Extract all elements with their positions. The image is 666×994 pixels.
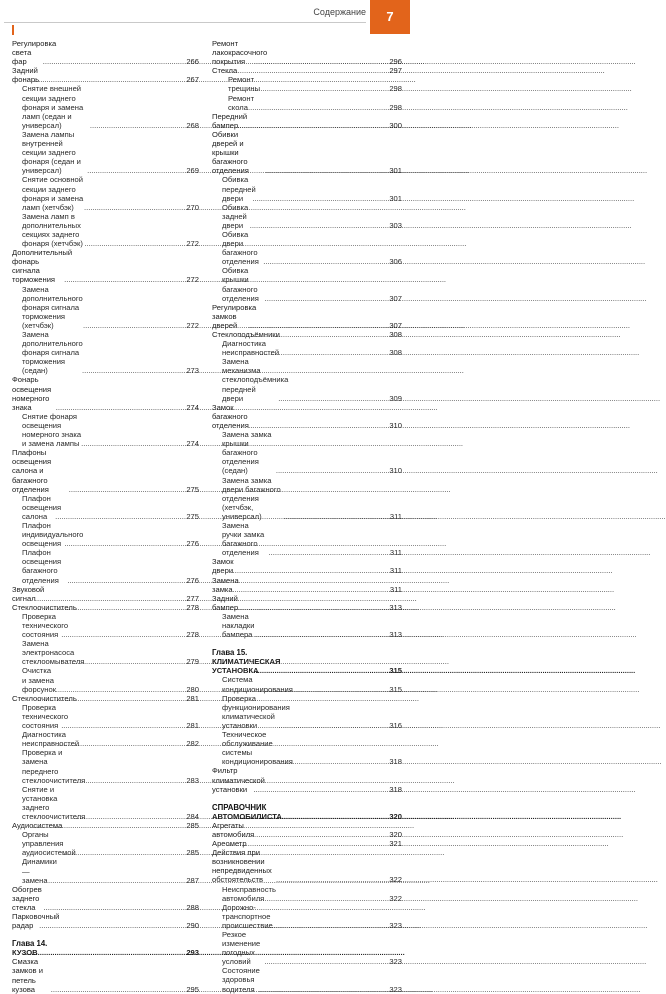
toc-entry-title: Очистка и замена форсунок bbox=[22, 666, 57, 694]
toc-dot-leader bbox=[83, 321, 185, 330]
toc-page-number: 272 bbox=[186, 275, 199, 285]
toc-page-number: 279 bbox=[186, 657, 199, 667]
toc-entry-title: Замок багажного отделения bbox=[212, 402, 249, 430]
toc-page-number: 285 bbox=[186, 821, 199, 831]
toc-entry[interactable] bbox=[212, 903, 402, 930]
toc-entry-title: Замена дополнительного фонаря сигнала торможения (седан) bbox=[22, 330, 83, 376]
toc-entry[interactable] bbox=[12, 66, 199, 84]
toc-page-number: 310 bbox=[389, 466, 402, 476]
toc-page-number: 277 bbox=[186, 593, 199, 603]
toc-dot-leader bbox=[278, 394, 388, 403]
toc-entry[interactable] bbox=[212, 675, 402, 693]
toc-entry[interactable] bbox=[12, 885, 199, 912]
toc-entry-title: Замена электронасоса стеклоомывателя bbox=[22, 639, 85, 667]
toc-page-number: 321 bbox=[389, 839, 402, 849]
toc-entry[interactable] bbox=[212, 612, 402, 639]
toc-entry[interactable] bbox=[212, 521, 402, 557]
toc-dot-leader bbox=[32, 821, 185, 830]
toc-entry-title: Система кондиционирования bbox=[222, 675, 293, 694]
toc-dot-leader bbox=[278, 721, 388, 730]
toc-entry-title: Замена накладки бампера bbox=[222, 611, 255, 640]
toc-entry[interactable] bbox=[12, 448, 199, 493]
toc-dot-leader bbox=[252, 194, 388, 203]
toc-entry-title: Задний фонарь bbox=[12, 66, 40, 85]
toc-page-number: 311 bbox=[389, 566, 402, 576]
toc-entry-title: Проверка технического состояния bbox=[22, 702, 69, 731]
toc-entry-title: Парковочный радар bbox=[12, 912, 60, 931]
toc-entry-title: Неисправность автомобиля bbox=[222, 884, 276, 903]
toc-entry-title: Стеклоподъёмники bbox=[212, 330, 280, 339]
toc-entry-title: Смазка замков и петель кузова bbox=[12, 957, 43, 994]
toc-entry-title: Стекла bbox=[212, 66, 238, 76]
toc-entry[interactable] bbox=[212, 66, 402, 75]
toc-page-number: 296 bbox=[389, 57, 402, 67]
toc-entry[interactable] bbox=[212, 175, 402, 202]
toc-entry-title: Фонарь освещения номерного знака bbox=[12, 375, 52, 412]
toc-page-number: 273 bbox=[186, 366, 199, 376]
toc-dot-leader bbox=[265, 166, 388, 175]
toc-entry[interactable] bbox=[212, 339, 402, 357]
toc-entry-title: Динамики — замена bbox=[22, 857, 57, 885]
page-header bbox=[0, 0, 410, 22]
toc-entry[interactable] bbox=[212, 594, 402, 612]
toc-entry[interactable] bbox=[212, 885, 402, 903]
toc-entry[interactable] bbox=[212, 130, 402, 175]
toc-dot-leader bbox=[67, 657, 185, 666]
toc-entry[interactable] bbox=[12, 957, 199, 993]
toc-entry[interactable] bbox=[212, 330, 402, 339]
toc-entry-title: Обивка крышки багажного отделения bbox=[222, 266, 259, 303]
toc-page-number: 313 bbox=[389, 602, 402, 612]
toc-dot-leader bbox=[61, 721, 185, 730]
toc-page-number: 285 bbox=[186, 848, 199, 858]
toc-page-number: 272 bbox=[186, 239, 199, 249]
toc-page-number: 311 bbox=[389, 511, 402, 521]
toc-dot-leader bbox=[69, 485, 186, 494]
toc-page-number: 266 bbox=[186, 57, 199, 67]
toc-dot-leader bbox=[276, 875, 388, 884]
toc-page-number: 293 bbox=[186, 948, 199, 958]
toc-entry-title: Ремонт лакокрасочного покрытия bbox=[212, 39, 268, 67]
toc-page-number: 320 bbox=[389, 829, 402, 839]
toc-entry[interactable] bbox=[12, 521, 199, 548]
toc-dot-leader bbox=[239, 812, 388, 821]
toc-dot-leader bbox=[234, 603, 388, 612]
page-number-tab: 7 bbox=[370, 0, 410, 34]
toc-entry[interactable] bbox=[212, 112, 402, 130]
toc-entry-title: Замена ламп в дополнительных секциях заднего фонаря (хетчбэк) bbox=[22, 211, 83, 249]
toc-entry-title: Снятие и установка заднего стеклоочистителя bbox=[22, 784, 86, 821]
toc-page-number: 318 bbox=[389, 757, 402, 767]
toc-entry-title: Плафон индивидуального освещения bbox=[22, 520, 84, 549]
toc-page-number: 270 bbox=[186, 202, 199, 212]
toc-dot-leader bbox=[265, 921, 388, 930]
toc-entry[interactable] bbox=[12, 130, 199, 175]
toc-dot-leader bbox=[56, 403, 186, 412]
toc-entry-title: АВТОМОБИЛИСТА bbox=[212, 811, 282, 821]
toc-entry[interactable] bbox=[12, 412, 199, 448]
toc-page-number: 309 bbox=[389, 393, 402, 403]
toc-page-number: 300 bbox=[389, 120, 402, 130]
toc-entry[interactable] bbox=[212, 430, 402, 475]
toc-dot-leader bbox=[264, 957, 388, 966]
toc-entry-title: Техническое обслуживание системы кондиционирования bbox=[222, 730, 293, 767]
toc-page-number: 313 bbox=[389, 630, 402, 640]
toc-page-number: 322 bbox=[389, 893, 402, 903]
toc-entry-title: Обивка передней двери bbox=[222, 175, 256, 203]
toc-dot-leader bbox=[82, 366, 185, 375]
toc-entry[interactable] bbox=[212, 203, 402, 230]
toc-page-number: 290 bbox=[186, 921, 199, 931]
toc-entry-title: Плафон освещения салона bbox=[22, 493, 62, 521]
toc-entry[interactable] bbox=[12, 39, 199, 66]
toc-page-number: 320 bbox=[389, 811, 402, 821]
toc-page-number: 298 bbox=[389, 102, 402, 112]
toc-dot-leader bbox=[248, 421, 388, 430]
toc-entry-title: Плафон освещения багажного отделения bbox=[22, 548, 62, 585]
toc-entry[interactable] bbox=[212, 357, 402, 402]
toc-entry-title: Проверка и замена переднего стеклоочистителя bbox=[22, 748, 86, 785]
toc-dot-leader bbox=[284, 512, 389, 521]
toc-page-number: 278 bbox=[186, 630, 199, 640]
toc-page-number: 301 bbox=[389, 193, 402, 203]
toc-entry-title: Ареометр bbox=[212, 839, 247, 849]
toc-entry-title: Ремонт скола bbox=[228, 93, 255, 112]
toc-dot-leader bbox=[223, 66, 388, 75]
toc-page-number: 301 bbox=[389, 166, 402, 176]
toc-entry[interactable] bbox=[212, 966, 402, 993]
toc-entry[interactable] bbox=[12, 248, 199, 284]
toc-entry[interactable] bbox=[12, 694, 199, 703]
toc-entry-title: Состояние здоровья водителя bbox=[222, 966, 260, 994]
toc-dot-leader bbox=[250, 84, 388, 93]
toc-entry[interactable] bbox=[12, 857, 199, 884]
toc-page-number: 298 bbox=[389, 84, 402, 94]
toc-page-number: 288 bbox=[186, 902, 199, 912]
toc-dot-leader bbox=[23, 948, 185, 957]
toc-dot-leader bbox=[67, 576, 185, 585]
toc-chapter-entry[interactable] bbox=[212, 657, 402, 675]
toc-entry-title: Диагностика неисправностей bbox=[222, 339, 280, 358]
toc-dot-leader bbox=[73, 776, 186, 785]
toc-dot-leader bbox=[239, 330, 389, 339]
toc-entry-title: Аудиосистема bbox=[12, 821, 63, 831]
toc-dot-leader bbox=[81, 439, 185, 448]
toc-entry[interactable] bbox=[212, 730, 402, 766]
toc-dot-leader bbox=[257, 348, 388, 357]
toc-entry-title: Органы управления аудиосистемой bbox=[22, 830, 76, 858]
toc-page-number: 295 bbox=[186, 984, 199, 994]
toc-dot-leader bbox=[258, 985, 388, 994]
toc-page-number: 306 bbox=[389, 257, 402, 267]
toc-page-number: 274 bbox=[186, 402, 199, 412]
toc-dot-leader bbox=[254, 785, 389, 794]
toc-dot-leader bbox=[250, 221, 389, 230]
toc-dot-leader bbox=[248, 321, 388, 330]
toc-page-number: 284 bbox=[186, 811, 199, 821]
toc-entry[interactable] bbox=[212, 94, 402, 112]
section-label: Содержание bbox=[313, 7, 366, 17]
toc-entry-title: Замок двери bbox=[212, 557, 234, 576]
toc-page-number: 283 bbox=[186, 775, 199, 785]
toc-page-number: 316 bbox=[389, 720, 402, 730]
toc-entry-title: Обивка задней двери bbox=[222, 202, 249, 230]
toc-entry-title: Снятие фонаря освещения номерного знака и замена лампы bbox=[22, 411, 82, 449]
toc-entry-title: Замена механизма стеклоподъёмника передней двери bbox=[222, 357, 289, 403]
toc-dot-leader bbox=[37, 603, 185, 612]
toc-entry-title: Замена ручки замка багажного отделения bbox=[222, 520, 265, 558]
toc-entry-title: Проверка функционирования климатической установки bbox=[222, 693, 290, 730]
toc-entry[interactable] bbox=[12, 175, 199, 211]
toc-page-number: 303 bbox=[389, 220, 402, 230]
toc-entry[interactable] bbox=[12, 666, 199, 693]
toc-dot-leader bbox=[43, 57, 186, 66]
toc-entry-title: Замена замка двери багажного отделения (хетчбэк, универсал) bbox=[222, 475, 281, 521]
toc-page-number: 323 bbox=[389, 984, 402, 994]
chapter-heading: Глава 15. bbox=[212, 648, 248, 658]
toc-chapter-entry[interactable] bbox=[12, 948, 199, 957]
section-spacer bbox=[212, 794, 402, 803]
toc-page-number: 281 bbox=[186, 721, 199, 731]
toc-page-number: 275 bbox=[186, 511, 199, 521]
toc-page-number: 308 bbox=[389, 348, 402, 358]
toc-page-number: 311 bbox=[389, 548, 402, 558]
toc-dot-leader bbox=[258, 685, 389, 694]
toc-entry[interactable] bbox=[212, 694, 402, 730]
header-accent-mark bbox=[12, 25, 14, 35]
toc-entry[interactable] bbox=[12, 639, 199, 666]
toc-page-number: 280 bbox=[186, 684, 199, 694]
toc-dot-leader bbox=[71, 812, 185, 821]
toc-dot-leader bbox=[246, 103, 388, 112]
toc-entry-title: Проверка технического состояния bbox=[22, 611, 69, 640]
toc-entry-title: Задний бампер bbox=[212, 593, 239, 612]
toc-entry-title: Обивки дверей и крышки багажного отделения bbox=[212, 129, 249, 176]
toc-dot-leader bbox=[55, 512, 185, 521]
toc-entry[interactable] bbox=[212, 403, 402, 430]
toc-entry-title: КУЗОВ bbox=[12, 948, 38, 958]
toc-dot-leader bbox=[84, 203, 185, 212]
toc-entry-title: Передний бампер bbox=[212, 111, 248, 130]
toc-entry[interactable] bbox=[12, 330, 199, 375]
toc-page-number: 278 bbox=[186, 602, 199, 612]
toc-entry-title: Звуковой сигнал bbox=[12, 584, 45, 603]
toc-page-number: 323 bbox=[389, 920, 402, 930]
toc-dot-leader bbox=[90, 121, 185, 130]
toc-dot-leader bbox=[227, 839, 389, 848]
toc-page-number: 281 bbox=[186, 693, 199, 703]
toc-dot-leader bbox=[35, 594, 185, 603]
toc-entry-title: Замена лампы внутренней секции заднего фонаря (седан и универсал) bbox=[22, 129, 81, 176]
toc-entry[interactable] bbox=[212, 839, 402, 848]
toc-dot-leader bbox=[231, 566, 389, 575]
toc-entry[interactable] bbox=[212, 39, 402, 66]
toc-dot-leader bbox=[61, 630, 185, 639]
toc-dot-leader bbox=[63, 848, 186, 857]
toc-page-number: 315 bbox=[389, 666, 402, 676]
toc-dot-leader bbox=[44, 903, 186, 912]
toc-page-number: 276 bbox=[186, 539, 199, 549]
toc-entry[interactable] bbox=[12, 830, 199, 857]
toc-entry[interactable] bbox=[12, 703, 199, 730]
toc-entry-title: Резкое изменение погодных условий bbox=[222, 930, 261, 967]
toc-page-number: 310 bbox=[389, 420, 402, 430]
toc-page-number: 308 bbox=[389, 330, 402, 339]
toc-right-column bbox=[212, 39, 402, 994]
toc-entry[interactable] bbox=[12, 375, 199, 411]
toc-entry-title: Дорожно-транспортное происшествие bbox=[222, 902, 273, 930]
toc-page-number: 307 bbox=[389, 320, 402, 330]
toc-page-number: 297 bbox=[389, 66, 402, 76]
toc-entry-title: Снятие основной секции заднего фонаря и замена ламп (хетчбэк) bbox=[22, 175, 84, 212]
toc-dot-leader bbox=[56, 685, 186, 694]
toc-entry[interactable] bbox=[12, 84, 199, 129]
toc-entry[interactable] bbox=[212, 576, 402, 594]
toc-page-number: 267 bbox=[186, 75, 199, 85]
toc-entry-title: Регулировка света фар bbox=[12, 39, 57, 67]
toc-dot-leader bbox=[237, 121, 388, 130]
toc-dot-leader bbox=[269, 548, 389, 557]
toc-dot-leader bbox=[265, 294, 389, 303]
toc-page-number: 287 bbox=[186, 875, 199, 885]
toc-dot-leader bbox=[64, 539, 185, 548]
toc-entry[interactable] bbox=[212, 821, 402, 839]
toc-dot-leader bbox=[51, 985, 186, 994]
toc-entry[interactable] bbox=[12, 548, 199, 584]
toc-entry[interactable] bbox=[12, 912, 199, 930]
toc-entry[interactable] bbox=[212, 930, 402, 966]
toc-dot-leader bbox=[34, 75, 185, 84]
chapter-heading: Глава 14. bbox=[12, 939, 48, 949]
toc-entry-title: Действия при возникновении непредвиденных обстоятельств bbox=[212, 848, 272, 885]
toc-dot-leader bbox=[37, 694, 185, 703]
toc-dot-leader bbox=[84, 239, 185, 248]
toc-page-number: 274 bbox=[186, 439, 199, 449]
header-rule bbox=[4, 22, 366, 23]
chapter-heading: СПРАВОЧНИК bbox=[212, 802, 267, 812]
toc-dot-leader bbox=[232, 585, 389, 594]
toc-entry-title: КЛИМАТИЧЕСКАЯ УСТАНОВКА bbox=[212, 657, 281, 676]
toc-entry[interactable] bbox=[12, 212, 199, 248]
toc-entry-title: Обогрев заднего стекла bbox=[12, 884, 42, 912]
toc-entry-title: Стеклоочиститель bbox=[12, 693, 77, 703]
toc-entry-title: Регулировка замков дверей bbox=[212, 302, 257, 330]
toc-dot-leader bbox=[57, 739, 186, 748]
toc-left-column bbox=[12, 39, 199, 994]
toc-page-number: 311 bbox=[389, 584, 402, 594]
toc-entry[interactable] bbox=[212, 75, 402, 93]
toc-entry-title: Фильтр климатической установки bbox=[212, 766, 265, 794]
toc-dot-leader bbox=[280, 757, 389, 766]
toc-chapter-entry[interactable] bbox=[212, 812, 402, 821]
toc-entry[interactable] bbox=[12, 748, 199, 784]
toc-entry[interactable] bbox=[212, 476, 402, 521]
toc-page-number: 268 bbox=[186, 120, 199, 130]
toc-entry[interactable] bbox=[212, 303, 402, 330]
toc-page-number: 318 bbox=[389, 784, 402, 794]
toc-entry[interactable] bbox=[212, 557, 402, 575]
toc-entry[interactable] bbox=[212, 848, 402, 884]
toc-page-number: 269 bbox=[186, 166, 199, 176]
toc-entry-title: Ремонт трещины bbox=[228, 75, 261, 94]
toc-entry[interactable] bbox=[12, 285, 199, 330]
toc-page-number: 276 bbox=[186, 575, 199, 585]
toc-dot-leader bbox=[241, 830, 388, 839]
toc-entry[interactable] bbox=[212, 766, 402, 793]
toc-dot-leader bbox=[276, 466, 389, 475]
toc-entry-title: Замена замка bbox=[212, 575, 239, 594]
toc-entry-title: Обивка двери багажного отделения bbox=[222, 229, 259, 267]
toc-page-number: 272 bbox=[186, 320, 199, 330]
toc-page-number: 282 bbox=[186, 739, 199, 749]
toc-dot-leader bbox=[48, 876, 185, 885]
toc-entry[interactable] bbox=[12, 585, 199, 603]
toc-dot-leader bbox=[64, 275, 185, 284]
toc-page-number: 275 bbox=[186, 484, 199, 494]
toc-page-number: 315 bbox=[389, 684, 402, 694]
toc-dot-leader bbox=[253, 666, 388, 675]
toc-entry-title: Замена замка крышки багажного отделения (седан) bbox=[222, 430, 272, 476]
toc-dot-leader bbox=[254, 57, 389, 66]
section-spacer bbox=[212, 639, 402, 648]
toc-page-number: 322 bbox=[389, 875, 402, 885]
toc-dot-leader bbox=[39, 921, 185, 930]
toc-entry[interactable] bbox=[12, 785, 199, 821]
toc-dot-leader bbox=[263, 257, 388, 266]
toc-entry[interactable] bbox=[12, 494, 199, 521]
toc-entry-title: Агрегаты автомобиля bbox=[212, 820, 255, 839]
toc-page-number: 323 bbox=[389, 957, 402, 967]
toc-entry-title: Диагностика неисправностей bbox=[22, 730, 80, 749]
section-spacer bbox=[12, 930, 199, 939]
toc-entry-title: Снятие внешней секции заднего фонаря и замена ламп (седан и универсал) bbox=[22, 84, 84, 130]
toc-entry-title: Плафоны освещения салона и багажного отделения bbox=[12, 448, 52, 494]
toc-entry[interactable] bbox=[12, 730, 199, 748]
toc-entry-title: Замена дополнительного фонаря сигнала торможения (хетчбэк) bbox=[22, 284, 83, 330]
toc-entry[interactable] bbox=[12, 821, 199, 830]
toc-entry-title: Стеклоочиститель bbox=[12, 602, 77, 612]
toc-entry[interactable] bbox=[12, 603, 199, 612]
toc-entry[interactable] bbox=[12, 612, 199, 639]
toc-dot-leader bbox=[87, 166, 185, 175]
toc-dot-leader bbox=[255, 630, 389, 639]
toc-page-number: 307 bbox=[389, 293, 402, 303]
toc-entry[interactable] bbox=[212, 230, 402, 266]
toc-entry-title: Дополнительный фонарь сигнала торможения bbox=[12, 248, 73, 285]
toc-entry[interactable] bbox=[212, 266, 402, 302]
toc-dot-leader bbox=[256, 894, 388, 903]
